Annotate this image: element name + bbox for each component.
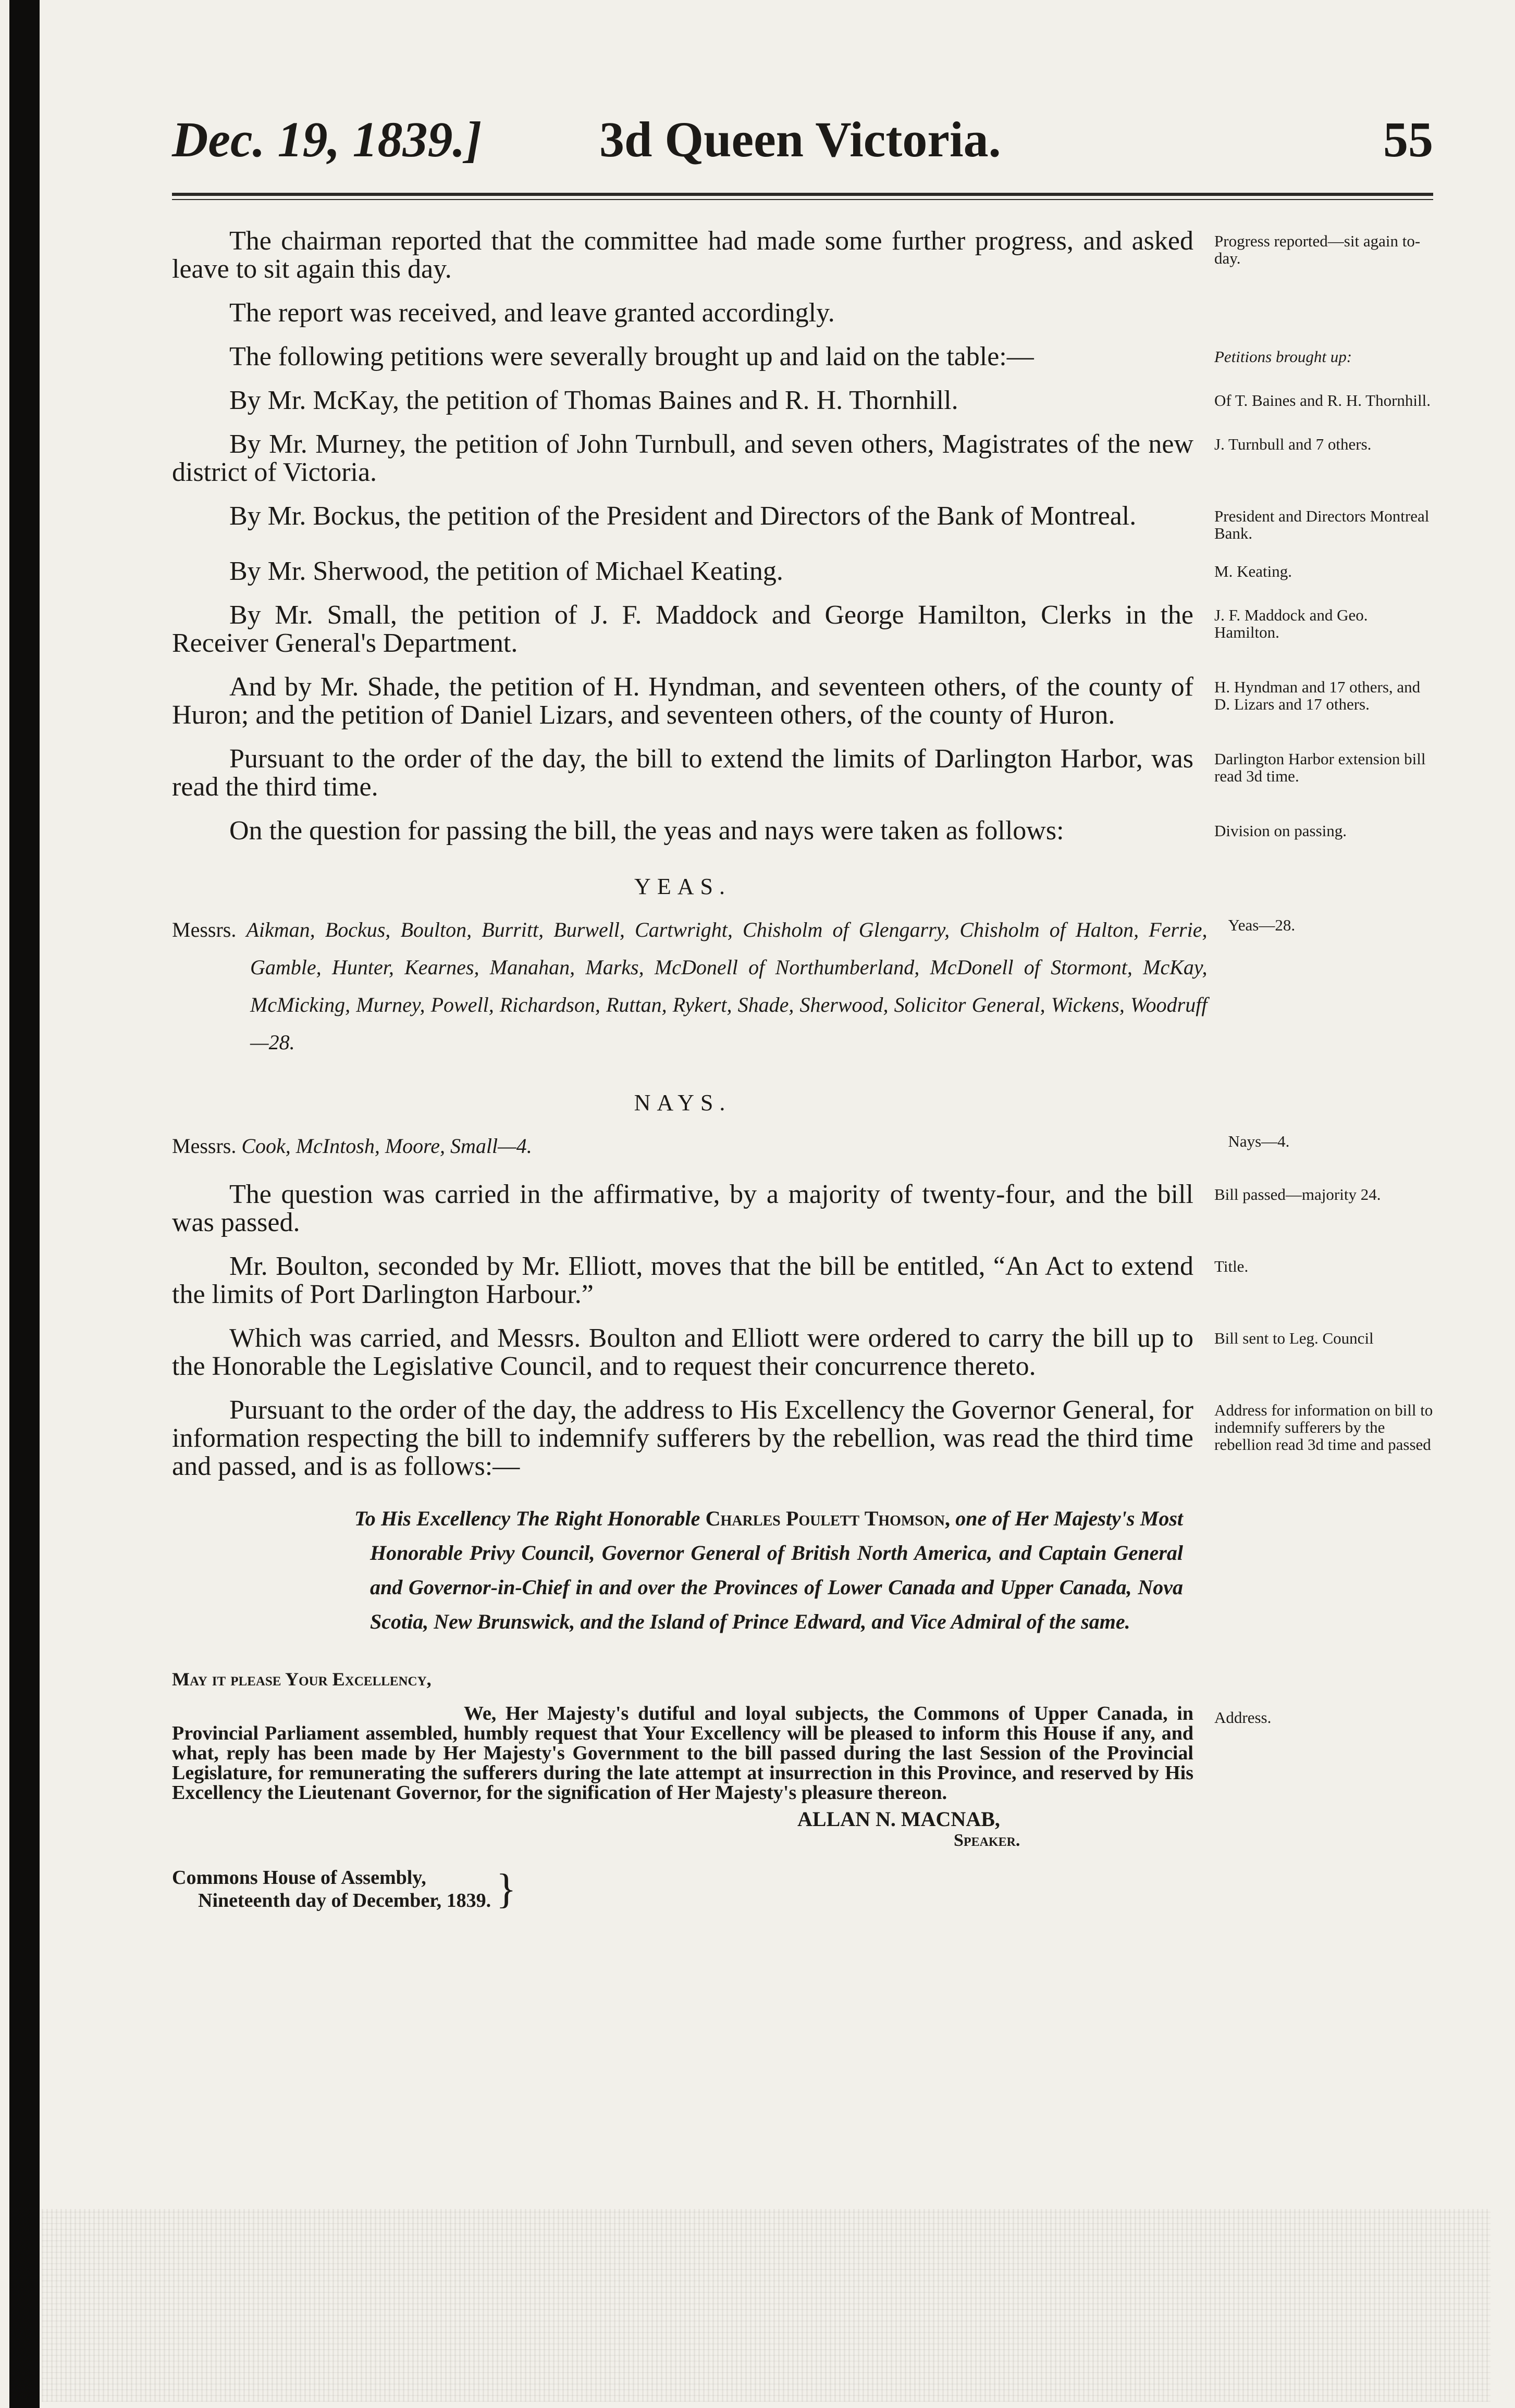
margin-note: Yeas—28.: [1228, 916, 1296, 934]
dateline-text: [172, 1866, 491, 1912]
paragraph-row: [172, 430, 1433, 487]
margin-note: Bill passed—majority 24.: [1214, 1185, 1381, 1203]
scan-noise: [42, 2209, 1491, 2402]
paragraph-row: [172, 557, 1433, 586]
header-date: Dec. 19, 1839.]: [172, 111, 482, 167]
yeas-row: [172, 911, 1433, 1061]
paragraph: By Mr. McKay, the petition of Thomas Baines and R. H. Thornhill.: [229, 386, 958, 415]
margin-note: [1214, 299, 1433, 304]
paragraph: And by Mr. Shade, the petition of H. Hyndman, and seventeen others, of the county of Huron; and the petition of Daniel Lizars, and seventeen others, of the county of Huron.: [172, 672, 1193, 730]
paragraph: Which was carried, and Messrs. Boulton and Elliott were ordered to carry the bill up to the Honorable the Legislative Council, and to request their concurrence thereto.: [172, 1323, 1193, 1381]
paragraph: On the question for passing the bill, the yeas and nays were taken as follows:: [229, 816, 1064, 846]
margin-note: Division on passing.: [1214, 822, 1347, 840]
paragraph-row: [172, 817, 1433, 845]
paragraph-row: [172, 1181, 1433, 1237]
paragraph: By Mr. Bockus, the petition of the President and Directors of the Bank of Montreal.: [229, 501, 1137, 531]
address-heading-pre: To His Excellency The Right Honorable: [354, 1507, 700, 1530]
paragraph-row: [172, 1252, 1433, 1309]
header-rule-thin: [172, 199, 1433, 200]
margin-note: Address.: [1214, 1708, 1272, 1727]
yeas-list: [172, 911, 1207, 1061]
paragraph: Pursuant to the order of the day, the address to His Excellency the Governor General, for information respecting the bill to indemnify sufferers by the rebellion, was read the third time and passed, and is as follows:—: [172, 1395, 1193, 1481]
paragraph: The report was received, and leave granted accordingly.: [229, 298, 835, 328]
margin-note: Progress reported—sit again to-day.: [1214, 232, 1421, 267]
paragraph-row: [172, 1324, 1433, 1381]
margin-note: Of T. Baines and R. H. Thornhill.: [1214, 391, 1431, 409]
paragraph: The following petitions were severally brought up and laid on the table:—: [229, 342, 1034, 371]
paragraph-row: [172, 601, 1433, 657]
margin-note: President and Directors Montreal Bank.: [1214, 507, 1430, 542]
journal-body: [172, 227, 1433, 1912]
margin-note: Address for information on bill to indemnify sufferers by the rebellion read 3d time and passed: [1214, 1401, 1433, 1454]
paragraph-row: [172, 745, 1433, 801]
address-heading-post: one of Her Majesty's Most Honorable Privy Council, Governor General of British North America, and Captain General and Governor-in-Chief in and over the Provinces of Lower Canada and Upper Canada, Nova Scotia, New Brunswick, and the Island of Prince Edward, and Vice Admiral of the same.: [370, 1507, 1184, 1633]
header-rule-thick: [172, 193, 1433, 196]
running-header: [172, 111, 1433, 188]
paragraph: Pursuant to the order of the day, the bill to extend the limits of Darlington Harbor, was read the third time.: [172, 744, 1193, 802]
governor-name: Charles Poulett Thomson,: [705, 1507, 950, 1530]
header-reign: 3d Queen Victoria.: [599, 111, 1001, 167]
address-text: We, Her Majesty's dutiful and loyal subjects, the Commons of Upper Canada, in Provincial Parliament assembled, humbly request that Your Excellency will be pleased to inform this House if any, and what, reply has been made by Her Majesty's Government to the bill passed during the last Session of the Provincial Legislature, for remunerating the sufferers during the late attempt at insurrection in this Province, and reserved by His Excellency the Lieutenant Governor, for the signification of Her Majesty's pleasure thereon.: [172, 1703, 1193, 1804]
page: [172, 111, 1433, 1912]
margin-note: Title.: [1214, 1257, 1249, 1275]
margin-note: M. Keating.: [1214, 562, 1292, 580]
speaker-title: Speaker.: [954, 1831, 1020, 1850]
nays-prefix: Messrs.: [172, 1134, 237, 1158]
yeas-heading: YEAS.: [634, 874, 731, 899]
paragraph: The chairman reported that the committee had made some further progress, and asked leave to sit again this day.: [172, 226, 1193, 284]
salutation: May it please Your Excellency,: [172, 1669, 432, 1690]
margin-note: J. Turnbull and 7 others.: [1214, 435, 1372, 453]
paragraph-row: [172, 227, 1433, 283]
dateline: [172, 1866, 1433, 1912]
page-number: 55: [1383, 111, 1433, 167]
paragraph: By Mr. Murney, the petition of John Turnbull, and seven others, Magistrates of the new district of Victoria.: [172, 429, 1193, 487]
margin-note: J. F. Maddock and Geo. Hamilton.: [1214, 606, 1368, 641]
address-heading: [172, 1501, 1193, 1639]
paragraph-row: [172, 673, 1433, 729]
paragraph-row: [172, 387, 1433, 415]
margin-note: Darlington Harbor extension bill read 3d time.: [1214, 750, 1426, 785]
margin-note: H. Hyndman and 17 others, and D. Lizars and 17 others.: [1214, 678, 1421, 713]
dateline-place: Commons House of Assembly,: [172, 1867, 426, 1889]
paragraph-row: [172, 1396, 1433, 1481]
paragraph-row: [172, 343, 1433, 371]
brace-glyph: }: [496, 1866, 516, 1912]
dateline-date: Nineteenth day of December, 1839.: [198, 1890, 491, 1911]
margin-note: Bill sent to Leg. Council: [1214, 1329, 1374, 1347]
nays-row: [172, 1127, 1433, 1165]
paragraph: By Mr. Sherwood, the petition of Michael Keating.: [229, 556, 783, 586]
nays-list: [172, 1127, 1207, 1165]
address-row: [172, 1704, 1433, 1803]
paragraph-row: [172, 502, 1433, 542]
paragraph: Mr. Boulton, seconded by Mr. Elliott, moves that the bill be entitled, “An Act to extend the limits of Port Darlington Harbour.”: [172, 1251, 1193, 1309]
nays-names: Cook, McIntosh, Moore, Small—4.: [241, 1134, 532, 1158]
margin-note: Nays—4.: [1228, 1132, 1290, 1150]
paragraph: The question was carried in the affirmative, by a majority of twenty-four, and the bill was passed.: [172, 1180, 1193, 1237]
paragraph-row: [172, 299, 1433, 327]
book-spine-edge: [9, 0, 40, 2408]
paragraph: By Mr. Small, the petition of J. F. Maddock and George Hamilton, Clerks in the Receiver General's Department.: [172, 600, 1193, 658]
speaker-signature: ALLAN N. MACNAB,: [797, 1807, 1000, 1831]
yeas-names: Aikman, Bockus, Boulton, Burritt, Burwell, Cartwright, Chisholm of Glengarry, Chisholm of Halton, Ferrie, Gamble, Hunter, Kearnes, Manahan, Marks, McDonell of Northumberland, McDonell of Stormont, McKay, McMicking, Murney, Powell, Richardson, Ruttan, Rykert, Shade, Sherwood, Solicitor General, Wickens, Woodruff—28.: [246, 918, 1208, 1054]
nays-heading: NAYS.: [634, 1090, 732, 1115]
yeas-prefix: Messrs.: [172, 918, 237, 941]
margin-note: Petitions brought up:: [1214, 347, 1352, 366]
